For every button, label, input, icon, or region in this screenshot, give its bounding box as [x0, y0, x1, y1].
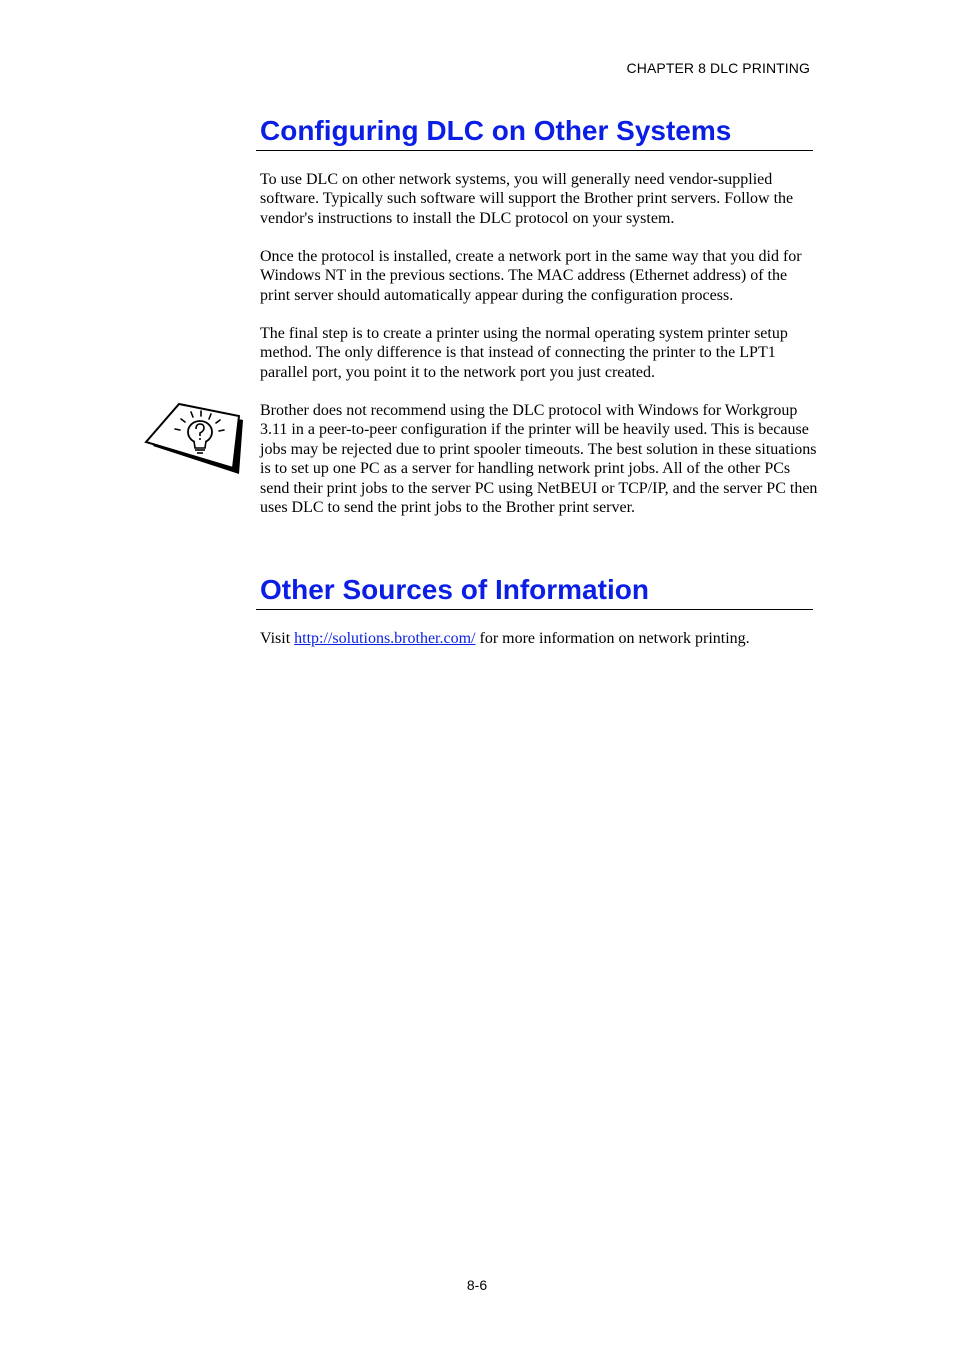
note-text-dlc-warning: Brother does not recommend using the DLC protocol with Windows for Workgroup 3.11 in a peer-to-peer configuration if the printer will be heavily used. This is because jobs may be rejected due to print spooler timeouts. The best solution in these situations is to set up one PC as a server for handling network print jobs. All of the other PCs send their print jobs to the server PC using NetBEUI or TCP/IP, and the server PC then uses DLC to send the print jobs to the Brother print server.	[260, 402, 818, 517]
lightbulb-note-icon	[143, 402, 245, 474]
section-configuring-dlc	[259, 114, 813, 151]
visit-prefix-text: Visit	[260, 630, 295, 647]
section-other-sources	[259, 573, 813, 610]
paragraph-network-port: Once the protocol is installed, create a network port in the same way that you did for Windows NT in the previous sections. The MAC address (Ethernet address) of the print server should automatically appear during the configuration process.	[260, 248, 802, 304]
visit-suffix-text: for more information on network printing.	[475, 630, 750, 647]
paragraph-vendor-software: To use DLC on other network systems, you will generally need vendor-supplied software. Typically such software will support the Brother print servers. Follow the vendor's instructions to install the DLC protocol on your system.	[260, 171, 794, 227]
section-title-other-sources: Other Sources of Information	[256, 573, 813, 610]
section-title-configuring-dlc: Configuring DLC on Other Systems	[256, 114, 813, 151]
running-header: CHAPTER 8 DLC PRINTING	[626, 60, 810, 76]
page-number: 8-6	[466, 1277, 488, 1293]
paragraph-visit-link	[260, 629, 820, 648]
paragraph-printer-setup: The final step is to create a printer using the normal operating system printer setup method. The only difference is that instead of connecting the printer to the LPT1 parallel port, you point it to the network port you just created.	[260, 325, 788, 381]
solutions-brother-link[interactable]: http://solutions.brother.com/	[294, 630, 476, 647]
